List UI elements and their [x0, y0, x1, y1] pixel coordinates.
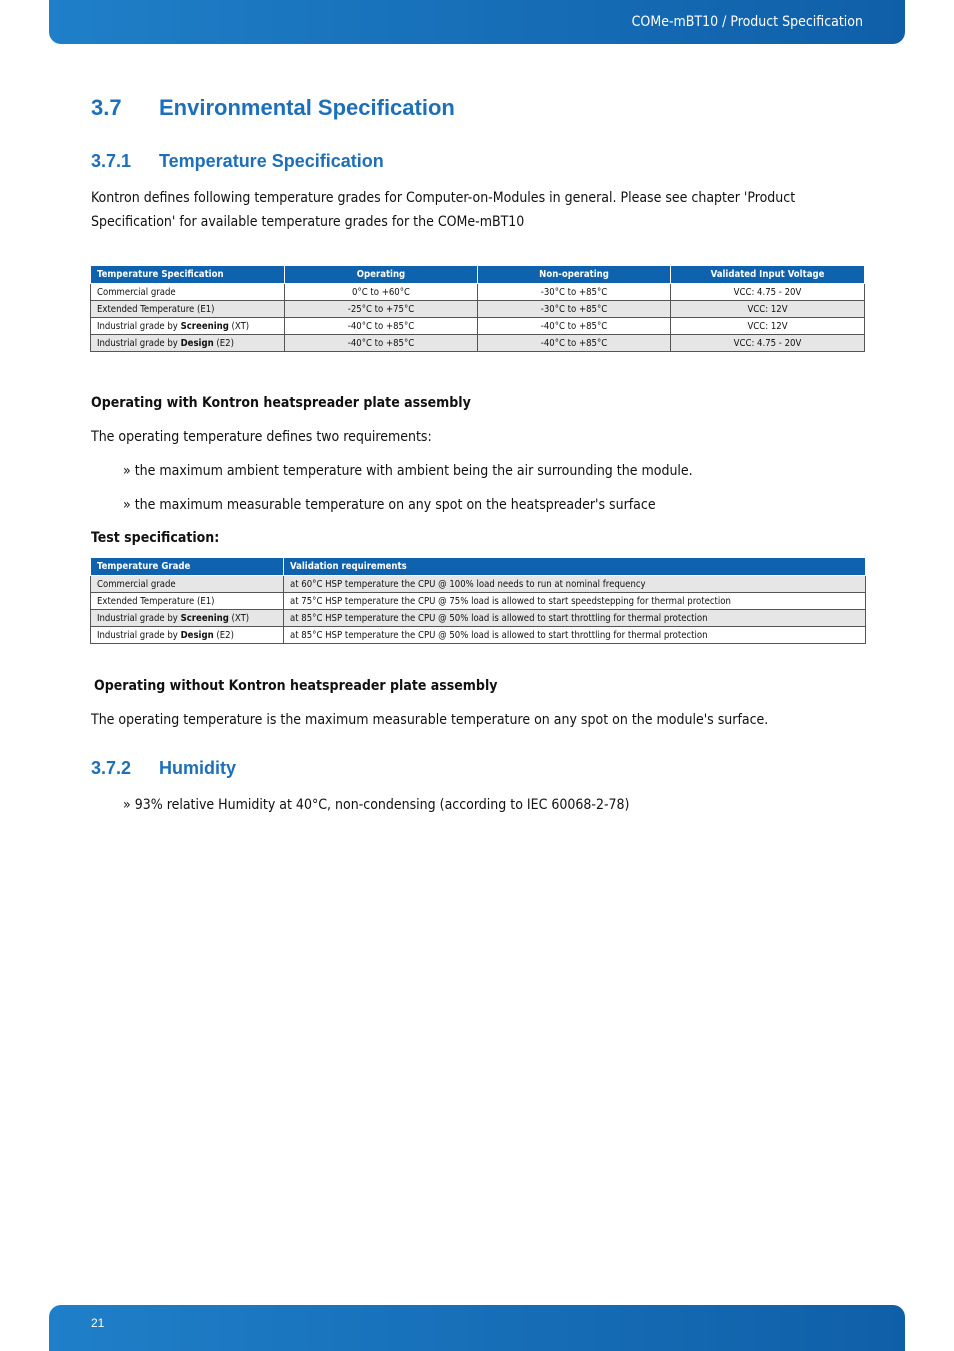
temperature-title: Temperature Specification — [159, 151, 384, 171]
table-row — [91, 610, 866, 627]
without-heatspreader-heading: Operating without Kontron heatspreader plate assembly — [94, 678, 498, 694]
temperature-number: 3.7.1 — [91, 151, 132, 171]
header-title: COMe-mBT10 / Product Specification — [631, 14, 863, 30]
column-header: Validation requirements — [284, 558, 866, 576]
requirement-cell: at 85°C HSP temperature the CPU @ 50% load is allowed to start throttling for thermal protection — [284, 610, 866, 627]
voltage-cell: VCC: 12V — [671, 318, 865, 335]
grade-cell: Industrial grade by Screening (XT) — [91, 610, 284, 627]
voltage-cell: VCC: 4.75 - 20V — [671, 284, 865, 301]
grade-cell: Industrial grade by Screening (XT) — [91, 318, 285, 335]
temperature-grades-table — [90, 265, 865, 352]
operating-cell: -40°C to +85°C — [285, 335, 478, 352]
without-heatspreader-text: The operating temperature is the maximum measurable temperature on any spot on the module's surface. — [91, 712, 769, 728]
temperature-heading — [91, 151, 384, 172]
grade-cell: Commercial grade — [91, 576, 284, 593]
test-spec-heading: Test specification: — [91, 530, 220, 546]
with-heatspreader-text: The operating temperature defines two requirements: — [91, 429, 432, 445]
non-operating-cell: -30°C to +85°C — [478, 301, 671, 318]
with-heatspreader-heading: Operating with Kontron heatspreader plate assembly — [91, 395, 471, 411]
grade-cell: Extended Temperature (E1) — [91, 301, 285, 318]
table-row — [91, 335, 865, 352]
voltage-cell: VCC: 12V — [671, 301, 865, 318]
operating-cell: -40°C to +85°C — [285, 318, 478, 335]
section-title: Environmental Specification — [159, 95, 455, 120]
non-operating-cell: -40°C to +85°C — [478, 335, 671, 352]
section-heading — [91, 95, 455, 121]
non-operating-cell: -40°C to +85°C — [478, 318, 671, 335]
operating-cell: 0°C to +60°C — [285, 284, 478, 301]
requirement-cell: at 60°C HSP temperature the CPU @ 100% load needs to run at nominal frequency — [284, 576, 866, 593]
table-header-row — [91, 558, 866, 576]
table-header-row — [91, 266, 865, 284]
table-row — [91, 301, 865, 318]
temperature-intro-line2: Specification' for available temperature grades for the COMe-mBT10 — [91, 214, 525, 230]
page-number: 21 — [91, 1316, 105, 1330]
header-bar — [49, 0, 905, 44]
column-header: Operating — [285, 266, 478, 284]
column-header: Temperature Grade — [91, 558, 284, 576]
bullet-heatspreader-surface: » the maximum measurable temperature on any spot on the heatspreader's surface — [123, 497, 656, 513]
grade-cell: Industrial grade by Design (E2) — [91, 335, 285, 352]
requirement-cell: at 75°C HSP temperature the CPU @ 75% load is allowed to start speedstepping for thermal protection — [284, 593, 866, 610]
operating-cell: -25°C to +75°C — [285, 301, 478, 318]
table-row — [91, 593, 866, 610]
requirement-cell: at 85°C HSP temperature the CPU @ 50% load is allowed to start throttling for thermal protection — [284, 627, 866, 644]
humidity-title: Humidity — [159, 758, 237, 778]
bullet-humidity: » 93% relative Humidity at 40°C, non-condensing (according to IEC 60068-2-78) — [123, 797, 630, 813]
table-row — [91, 627, 866, 644]
table-row — [91, 318, 865, 335]
column-header: Validated Input Voltage — [671, 266, 865, 284]
humidity-heading — [91, 758, 236, 779]
temperature-intro-line1: Kontron defines following temperature grades for Computer-on-Modules in general. Please see chapter 'Product — [91, 190, 796, 206]
grade-cell: Extended Temperature (E1) — [91, 593, 284, 610]
voltage-cell: VCC: 4.75 - 20V — [671, 335, 865, 352]
bullet-ambient: » the maximum ambient temperature with ambient being the air surrounding the module. — [123, 463, 693, 479]
table-row — [91, 576, 866, 593]
temperature-intro — [91, 186, 851, 234]
column-header: Non-operating — [478, 266, 671, 284]
non-operating-cell: -30°C to +85°C — [478, 284, 671, 301]
section-number: 3.7 — [91, 95, 122, 120]
table-row — [91, 284, 865, 301]
humidity-number: 3.7.2 — [91, 758, 132, 778]
footer-bar — [49, 1305, 905, 1351]
grade-cell: Commercial grade — [91, 284, 285, 301]
test-specification-table — [90, 557, 866, 644]
grade-cell: Industrial grade by Design (E2) — [91, 627, 284, 644]
column-header: Temperature Specification — [91, 266, 285, 284]
